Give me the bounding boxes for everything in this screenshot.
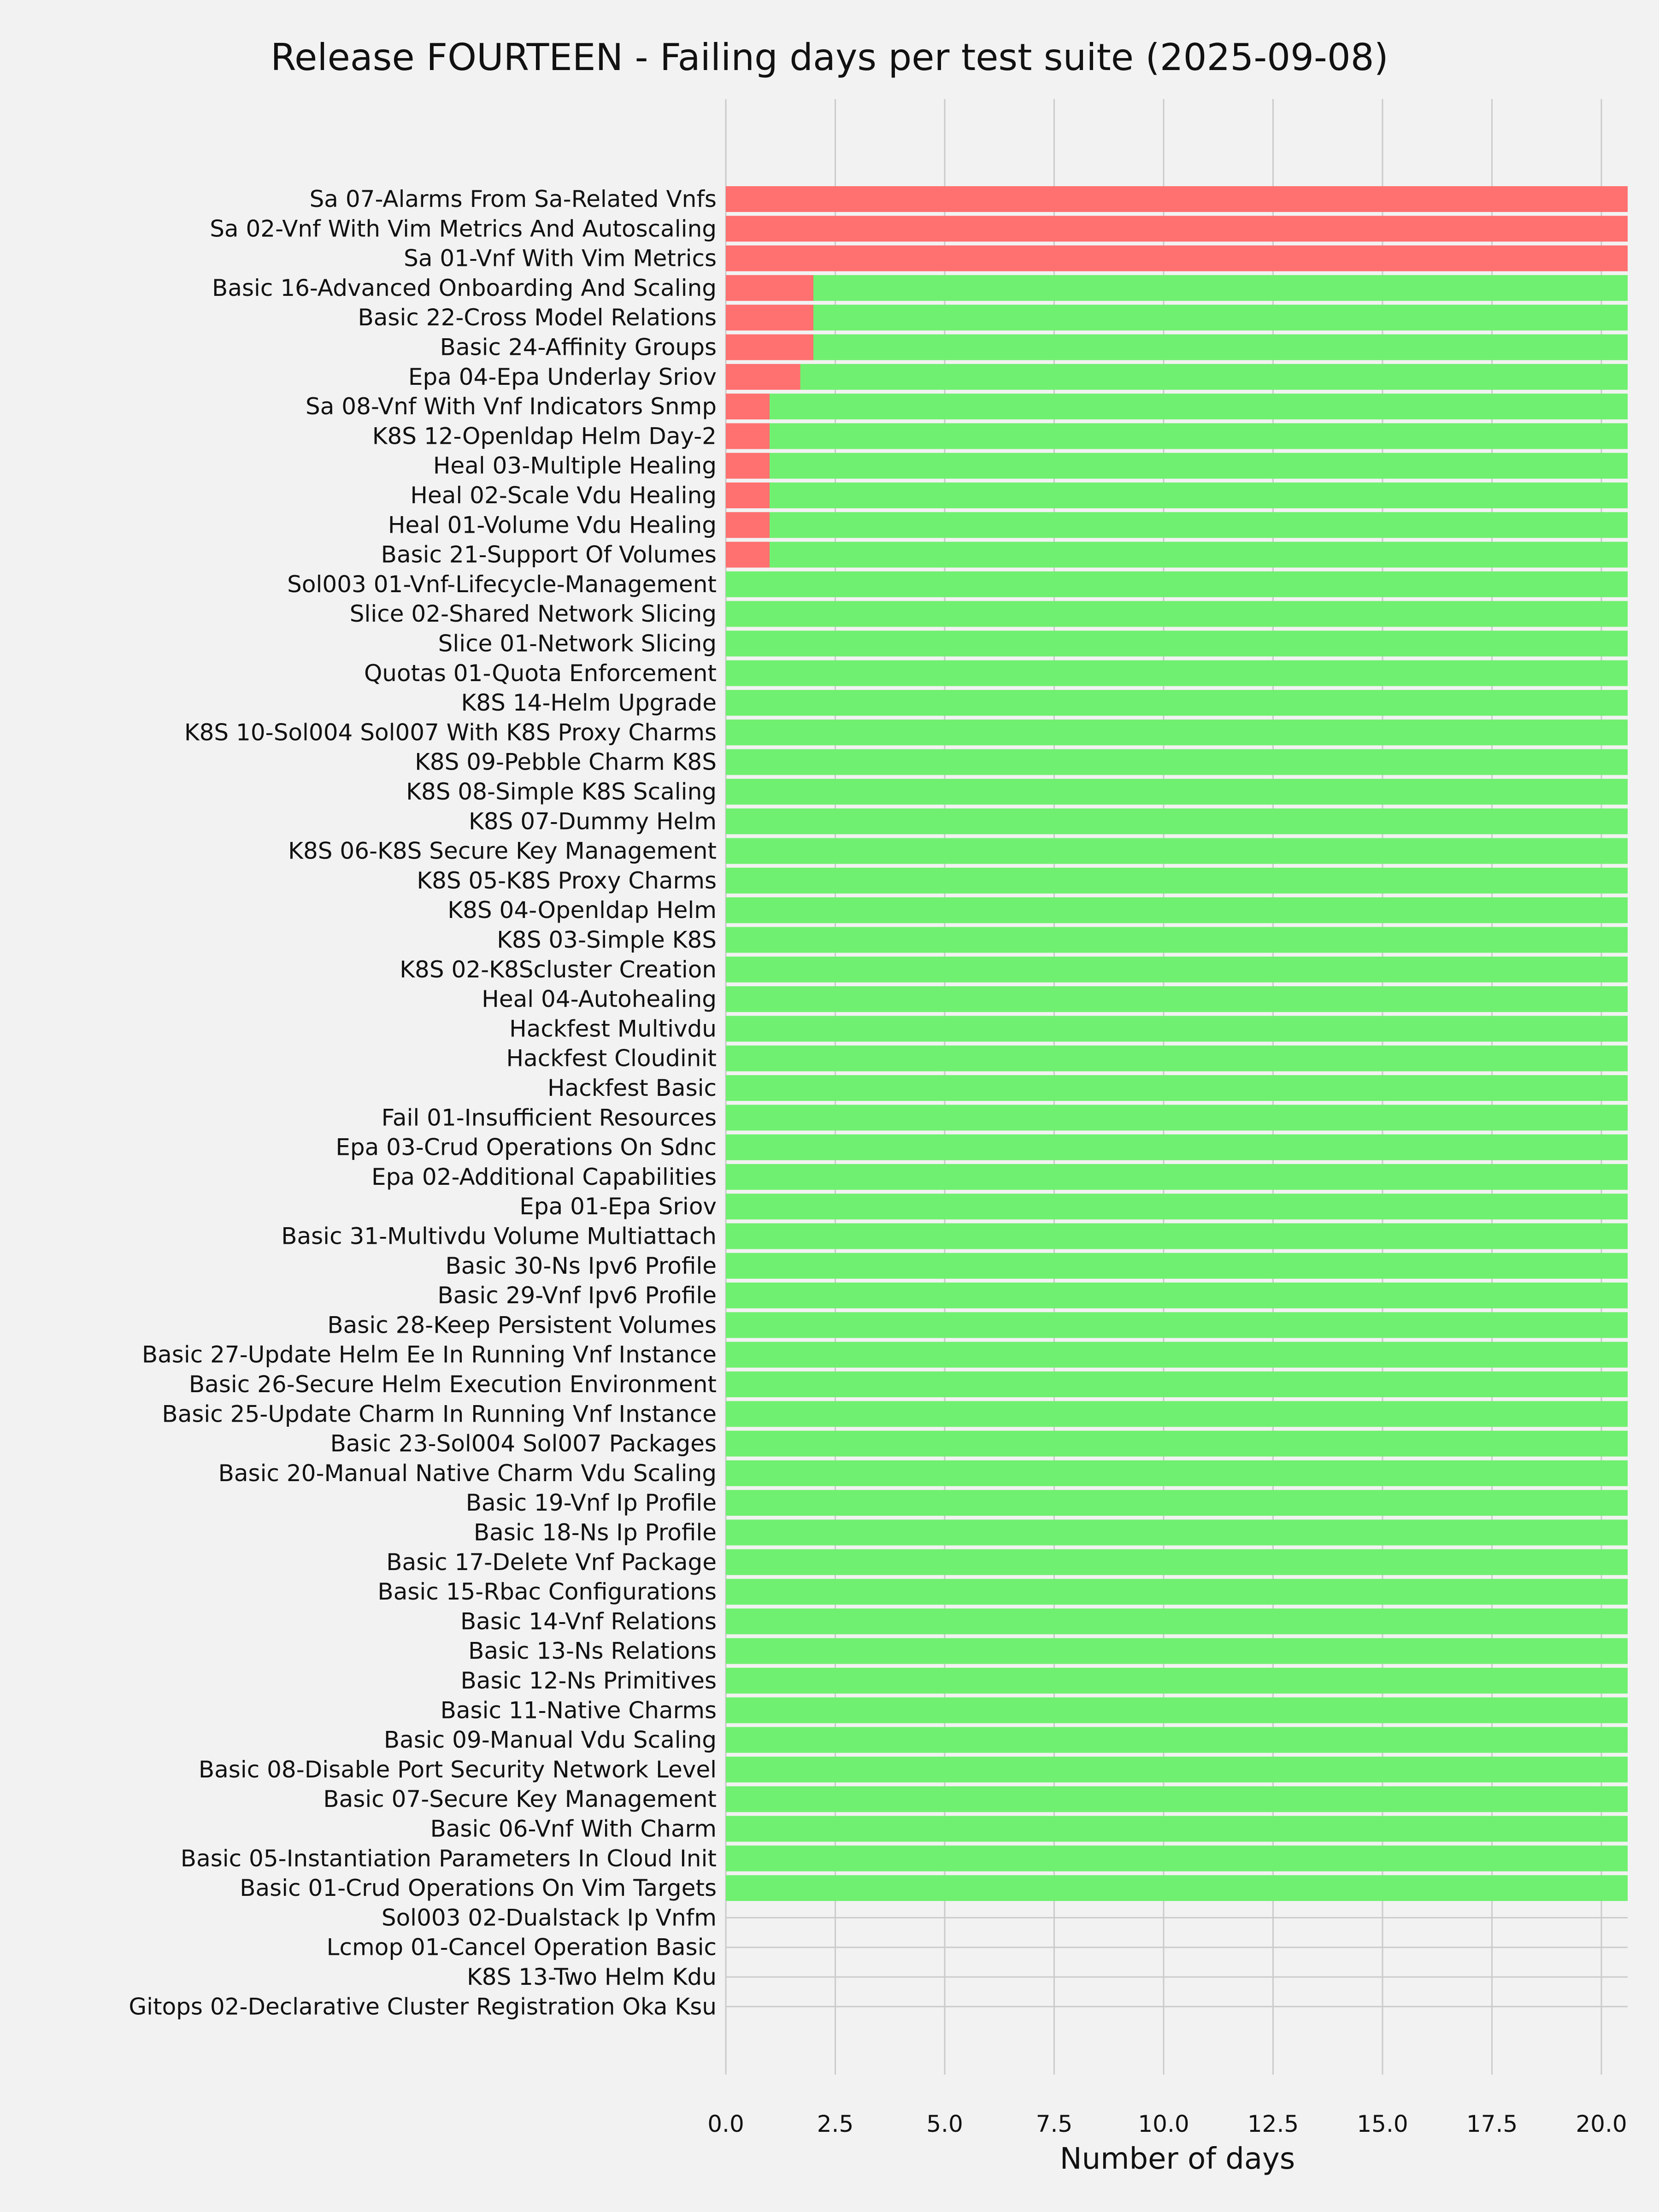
y-tick-label: Basic 27-Update Helm Ee In Running Vnf Instance xyxy=(141,1341,717,1368)
y-tick-label: Basic 24-Affinity Groups xyxy=(440,334,717,361)
passing-bar xyxy=(726,1638,1628,1664)
failing-bar xyxy=(726,246,1628,271)
y-tick-label: Basic 06-Vnf With Charm xyxy=(430,1815,717,1842)
passing-bar xyxy=(726,1046,1628,1071)
passing-bar xyxy=(726,1786,1628,1812)
passing-bar xyxy=(726,1312,1628,1338)
passing-bar xyxy=(813,305,1628,330)
y-tick-label: Basic 08-Disable Port Security Network Level xyxy=(198,1756,717,1783)
passing-bar xyxy=(726,660,1628,686)
failing-bar xyxy=(726,542,770,568)
failing-bar xyxy=(726,216,1628,241)
passing-bar xyxy=(726,571,1628,597)
y-tick-label: Sa 01-Vnf With Vim Metrics xyxy=(404,245,717,272)
passing-bar xyxy=(726,1371,1628,1397)
passing-bar xyxy=(770,453,1628,479)
y-tick-label: Heal 03-Multiple Healing xyxy=(433,452,717,479)
x-tick-label: 20.0 xyxy=(1576,2111,1627,2137)
y-tick-label: Basic 05-Instantiation Parameters In Cloud Init xyxy=(180,1845,717,1872)
passing-bar xyxy=(726,1520,1628,1546)
chart-title: Release FOURTEEN - Failing days per test suite (2025-09-08) xyxy=(271,36,1388,79)
y-tick-label: Basic 25-Update Charm In Running Vnf Instance xyxy=(162,1400,717,1428)
y-tick-label: K8S 13-Two Helm Kdu xyxy=(466,1964,717,1990)
y-tick-label: K8S 08-Simple K8S Scaling xyxy=(406,778,717,805)
y-tick-label: Sa 07-Alarms From Sa-Related Vnfs xyxy=(309,186,717,212)
passing-bar xyxy=(726,1431,1628,1457)
y-tick-label: Hackfest Cloudinit xyxy=(506,1045,717,1072)
y-tick-label: Hackfest Basic xyxy=(547,1075,717,1101)
y-tick-label: Sol003 01-Vnf-Lifecycle-Management xyxy=(287,571,717,598)
passing-bar xyxy=(726,1075,1628,1101)
failing-bar xyxy=(726,423,770,449)
passing-bar xyxy=(726,749,1628,775)
failing-bar xyxy=(726,186,1628,212)
failing-bar xyxy=(726,275,813,301)
passing-bar xyxy=(726,690,1628,716)
x-tick-label: 0.0 xyxy=(707,2111,744,2137)
failing-bar xyxy=(726,512,770,538)
passing-bar xyxy=(726,1282,1628,1308)
passing-bar xyxy=(726,1816,1628,1842)
y-tick-label: Fail 01-Insufficient Resources xyxy=(381,1104,717,1131)
passing-bar xyxy=(726,1757,1628,1783)
y-tick-label: Basic 11-Native Charms xyxy=(440,1697,717,1724)
passing-bar xyxy=(770,394,1628,419)
passing-bar xyxy=(726,1579,1628,1605)
failing-bar xyxy=(726,394,770,419)
y-tick-label: Basic 16-Advanced Onboarding And Scaling xyxy=(212,274,717,301)
y-tick-label: Basic 26-Secure Helm Execution Environment xyxy=(188,1371,717,1398)
y-tick-label: K8S 10-Sol004 Sol007 With K8S Proxy Charms xyxy=(184,719,717,746)
x-tick-label: 17.5 xyxy=(1466,2111,1518,2137)
passing-bar xyxy=(726,1608,1628,1634)
passing-bar xyxy=(770,423,1628,449)
y-tick-label: K8S 09-Pebble Charm K8S xyxy=(415,748,717,776)
y-tick-label: Basic 20-Manual Native Charm Vdu Scaling xyxy=(218,1459,717,1487)
y-tick-label: Basic 13-Ns Relations xyxy=(468,1637,717,1665)
y-tick-label: Epa 03-Crud Operations On Sdnc xyxy=(335,1134,717,1161)
passing-bar xyxy=(770,482,1628,508)
x-tick-label: 2.5 xyxy=(817,2111,854,2137)
passing-bar xyxy=(726,779,1628,805)
passing-bar xyxy=(726,1549,1628,1575)
passing-bar xyxy=(726,631,1628,657)
y-tick-label: Sa 08-Vnf With Vnf Indicators Snmp xyxy=(306,393,717,420)
passing-bar xyxy=(726,1342,1628,1368)
y-tick-label: Basic 18-Ns Ip Profile xyxy=(473,1519,717,1546)
passing-bar xyxy=(726,1016,1628,1041)
y-tick-label: Basic 15-Rbac Configurations xyxy=(377,1578,717,1606)
y-tick-label: Basic 22-Cross Model Relations xyxy=(358,304,717,331)
passing-bar xyxy=(726,1194,1628,1219)
passing-bar xyxy=(813,335,1628,360)
y-tick-label: Basic 17-Delete Vnf Package xyxy=(386,1548,717,1576)
passing-bar xyxy=(726,838,1628,864)
x-tick-label: 10.0 xyxy=(1138,2111,1189,2137)
y-tick-label: Basic 19-Vnf Ip Profile xyxy=(465,1489,717,1517)
y-tick-label: K8S 06-K8S Secure Key Management xyxy=(288,837,717,865)
y-tick-label: Slice 01-Network Slicing xyxy=(438,630,717,657)
y-tick-label: Sa 02-Vnf With Vim Metrics And Autoscaling xyxy=(210,215,717,242)
y-tick-label: Basic 28-Keep Persistent Volumes xyxy=(327,1312,717,1339)
y-tick-label: Heal 01-Volume Vdu Healing xyxy=(388,512,717,539)
y-tick-label: Basic 01-Crud Operations On Vim Targets xyxy=(240,1875,717,1902)
y-tick-label: K8S 02-K8Scluster Creation xyxy=(400,956,717,983)
y-tick-label: Basic 21-Support Of Volumes xyxy=(381,541,717,568)
x-tick-label: 7.5 xyxy=(1035,2111,1073,2137)
passing-bar xyxy=(726,1668,1628,1694)
failing-bar xyxy=(726,305,813,330)
y-tick-label: Hackfest Multivdu xyxy=(509,1015,717,1042)
y-tick-label: Basic 31-Multivdu Volume Multiattach xyxy=(281,1223,717,1250)
y-tick-label: Basic 30-Ns Ipv6 Profile xyxy=(445,1252,717,1279)
passing-bar xyxy=(726,1846,1628,1871)
passing-bar xyxy=(726,1490,1628,1516)
passing-bar xyxy=(726,1727,1628,1753)
y-tick-label: K8S 05-K8S Proxy Charms xyxy=(417,867,717,894)
failing-bar xyxy=(726,364,800,390)
y-tick-label: K8S 03-Simple K8S xyxy=(497,926,717,953)
y-tick-label: Gitops 02-Declarative Cluster Registration Oka Ksu xyxy=(129,1993,717,2020)
passing-bar xyxy=(726,1875,1628,1901)
passing-bar xyxy=(726,601,1628,627)
y-tick-label: K8S 14-Helm Upgrade xyxy=(461,689,717,717)
y-tick-label: Quotas 01-Quota Enforcement xyxy=(364,659,717,687)
y-tick-label: Slice 02-Shared Network Slicing xyxy=(349,600,717,628)
passing-bar xyxy=(726,927,1628,953)
passing-bar xyxy=(726,1697,1628,1723)
y-tick-label: Sol003 02-Dualstack Ip Vnfm xyxy=(381,1904,717,1931)
y-axis-labels xyxy=(129,186,717,2020)
passing-bar xyxy=(726,957,1628,982)
y-tick-label: K8S 12-Openldap Helm Day-2 xyxy=(372,423,717,450)
passing-bar xyxy=(726,1460,1628,1486)
x-axis-label: Number of days xyxy=(1059,2142,1295,2176)
passing-bar xyxy=(770,542,1628,568)
passing-bar xyxy=(726,1105,1628,1130)
x-tick-label: 5.0 xyxy=(926,2111,963,2137)
y-tick-label: Heal 02-Scale Vdu Healing xyxy=(410,482,717,509)
x-axis-ticks xyxy=(707,2111,1627,2137)
passing-bar xyxy=(726,1253,1628,1279)
passing-bar xyxy=(726,868,1628,894)
y-tick-label: Lcmop 01-Cancel Operation Basic xyxy=(326,1934,717,1961)
failing-bar xyxy=(726,335,813,360)
passing-bar xyxy=(726,1164,1628,1190)
y-tick-label: Epa 01-Epa Sriov xyxy=(519,1193,717,1220)
y-tick-label: Basic 09-Manual Vdu Scaling xyxy=(383,1726,717,1753)
y-tick-label: Basic 29-Vnf Ipv6 Profile xyxy=(437,1282,717,1309)
failing-bar xyxy=(726,482,770,508)
failing-bar xyxy=(726,453,770,479)
y-tick-label: K8S 04-Openldap Helm xyxy=(447,897,717,924)
y-tick-label: Basic 12-Ns Primitives xyxy=(460,1667,717,1694)
passing-bar xyxy=(726,719,1628,745)
y-tick-label: Basic 23-Sol004 Sol007 Packages xyxy=(330,1430,717,1457)
y-tick-label: Epa 02-Additional Capabilities xyxy=(371,1163,717,1190)
passing-bar xyxy=(726,986,1628,1012)
y-tick-label: Basic 07-Secure Key Management xyxy=(323,1786,717,1813)
passing-bar xyxy=(800,364,1628,390)
passing-bar xyxy=(726,1401,1628,1427)
x-tick-label: 15.0 xyxy=(1357,2111,1408,2137)
passing-bar xyxy=(726,1135,1628,1160)
y-tick-label: Epa 04-Epa Underlay Sriov xyxy=(408,363,717,390)
passing-bar xyxy=(726,897,1628,923)
passing-bar xyxy=(726,808,1628,834)
y-tick-label: Heal 04-Autohealing xyxy=(482,986,717,1013)
y-tick-label: Basic 14-Vnf Relations xyxy=(460,1608,717,1635)
x-tick-label: 12.5 xyxy=(1247,2111,1299,2137)
passing-bar xyxy=(726,1224,1628,1249)
passing-bar xyxy=(813,275,1628,301)
y-tick-label: K8S 07-Dummy Helm xyxy=(469,808,717,835)
passing-bar xyxy=(770,512,1628,538)
